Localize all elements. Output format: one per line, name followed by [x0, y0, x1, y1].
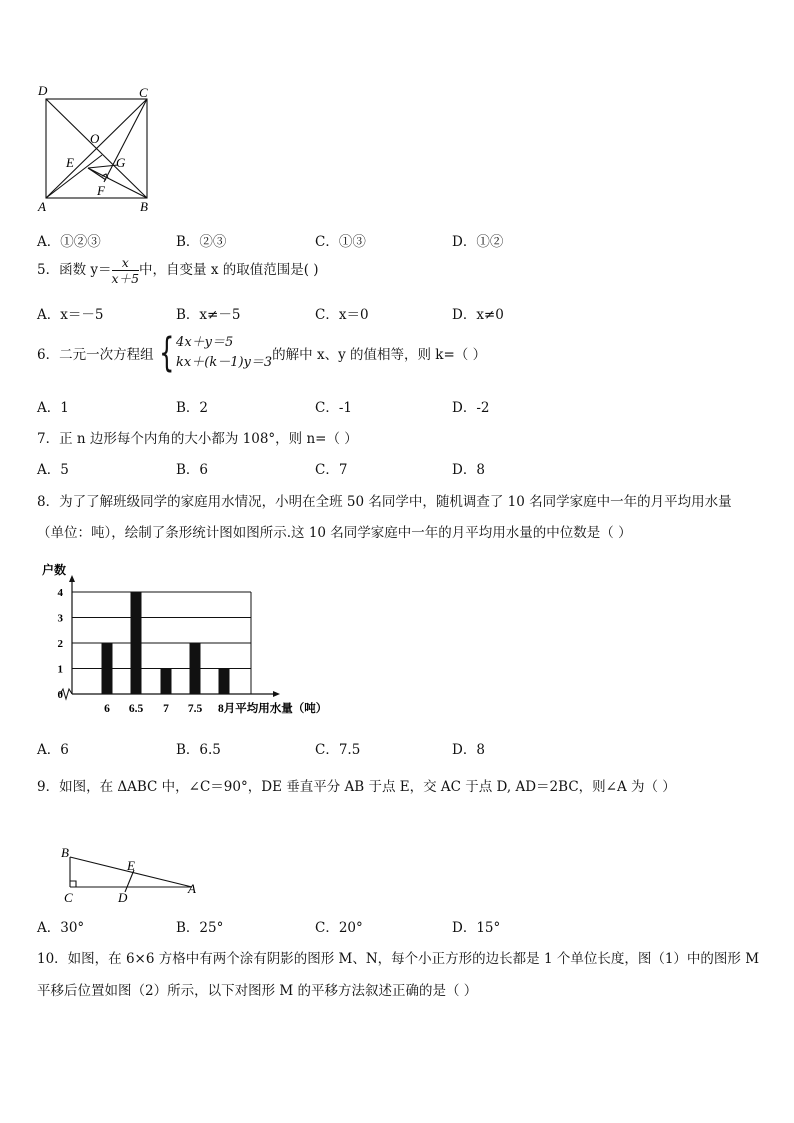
bar-6.5: [131, 592, 142, 694]
label-O: O: [90, 131, 100, 146]
q5-option-a[interactable]: A．x＝－5: [37, 307, 104, 323]
water-usage-bar-chart: [30, 555, 360, 720]
bar-8: [219, 669, 230, 695]
q4-option-d[interactable]: D．①②: [452, 234, 504, 250]
q8-option-d[interactable]: D．8: [452, 742, 485, 758]
bar-6: [102, 643, 113, 694]
q6-suffix: 的解中 x、y 的值相等，则 k=（ ）: [272, 347, 487, 363]
q6-eq2: kx＋(k－1)y＝3: [176, 355, 273, 370]
q7-option-c[interactable]: C．7: [315, 462, 348, 478]
x-axis-arrow: [273, 691, 280, 697]
label-F: F: [97, 183, 105, 198]
q6-line: [37, 330, 487, 376]
x-tick-label: 7: [163, 703, 169, 715]
q6-system: [176, 333, 272, 373]
q5-stem: [37, 255, 319, 286]
label-D: D: [38, 83, 48, 98]
q8-option-b[interactable]: B．6.5: [176, 742, 221, 758]
q5-option-b[interactable]: B．x≠－5: [176, 307, 241, 323]
q7-option-a[interactable]: A．5: [37, 462, 69, 478]
q10-stem-line1: 10．如图，在 6×6 方格中有两个涂有阴影的图形 M、N，每个小正方形的边长都是 1 个单位长度，图（1）中的图形 M: [37, 951, 760, 967]
q9-option-c[interactable]: C．20°: [315, 920, 363, 936]
tri-label-E: E: [127, 858, 135, 873]
q9-option-a[interactable]: A．30°: [37, 920, 85, 936]
y-axis-title: 户数: [42, 563, 67, 577]
tri-label-C: C: [64, 890, 73, 905]
q6-eq1: 4x＋y＝5: [176, 335, 234, 350]
tri-label-A: A: [188, 881, 196, 896]
q9-option-d[interactable]: D．15°: [452, 920, 501, 936]
y-axis-arrow: [69, 575, 75, 582]
q7-stem: 7．正 n 边形每个内角的大小都为 108°，则 n=（ ）: [37, 431, 358, 447]
bar-7.5: [190, 643, 201, 694]
q5-option-c[interactable]: C．x＝0: [315, 307, 369, 323]
y-tick-label: 3: [57, 612, 63, 625]
q7-option-d[interactable]: D．8: [452, 462, 485, 478]
y-tick-label: 0: [57, 689, 63, 701]
q4-option-b[interactable]: B．②③: [176, 234, 227, 250]
q5-numerator: x: [112, 255, 140, 271]
q9-stem: 9．如图，在 ΔABC 中，∠C＝90°，DE 垂直平分 AB 于点 E，交 AC 于点 D, AD＝2BC，则∠A 为（ ）: [37, 779, 676, 795]
x-tick-label: 6: [104, 703, 110, 715]
q7-option-b[interactable]: B．6: [176, 462, 209, 478]
x-tick-label: 6.5: [128, 703, 144, 715]
q6-stem: [37, 330, 487, 376]
q8-option-a[interactable]: A．6: [37, 742, 69, 758]
label-C: C: [139, 85, 148, 100]
q5-suffix: 中，自变量 x 的取值范围是( ): [139, 262, 319, 278]
x-tick-label-with-axis-title: 8月平均用水量（吨）: [218, 703, 328, 715]
square-diagram: [30, 80, 160, 220]
tri-label-D: D: [118, 890, 128, 905]
brace-symbol: {: [158, 330, 174, 376]
label-B: B: [140, 199, 148, 214]
q5-option-d[interactable]: D．x≠0: [452, 307, 504, 323]
q5-fraction: [112, 255, 140, 286]
label-A: A: [38, 199, 46, 214]
q6-option-d[interactable]: D．-2: [452, 400, 490, 416]
y-tick-label: 4: [57, 587, 63, 599]
q6-prefix: 6．二元一次方程组: [37, 347, 154, 363]
label-E: E: [66, 155, 74, 170]
triangle-diagram: [55, 840, 215, 910]
x-tick-label: 7.5: [187, 703, 203, 715]
q5-denominator: x＋5: [111, 271, 140, 286]
label-G: G: [116, 155, 126, 170]
q4-option-a[interactable]: A．①②③: [37, 234, 101, 250]
y-tick-label: 2: [57, 638, 63, 650]
q8-option-c[interactable]: C．7.5: [315, 742, 361, 758]
q8-stem-line2: （单位：吨），绘制了条形统计图如图所示.这 10 名同学家庭中一年的月平均用水量的中位数是（ ）: [37, 525, 632, 541]
q10-stem-line2: 平移后位置如图（2）所示，以下对图形 M 的平移方法叙述正确的是（ ）: [37, 983, 478, 999]
bar-7: [161, 669, 172, 695]
y-tick-label: 1: [57, 663, 63, 676]
q5-prefix: 5．函数 y＝: [37, 262, 112, 278]
q6-option-a[interactable]: A．1: [37, 400, 69, 416]
q8-stem-line1: 8．为了了解班级同学的家庭用水情况，小明在全班 50 名同学中，随机调查了 10 名同学家庭中一年的月平均用水量: [37, 494, 732, 510]
tri-label-B: B: [61, 845, 69, 860]
q6-option-b[interactable]: B．2: [176, 400, 209, 416]
q4-option-c[interactable]: C．①③: [315, 234, 366, 250]
q6-option-c[interactable]: C．-1: [315, 400, 352, 416]
q9-option-b[interactable]: B．25°: [176, 920, 224, 936]
